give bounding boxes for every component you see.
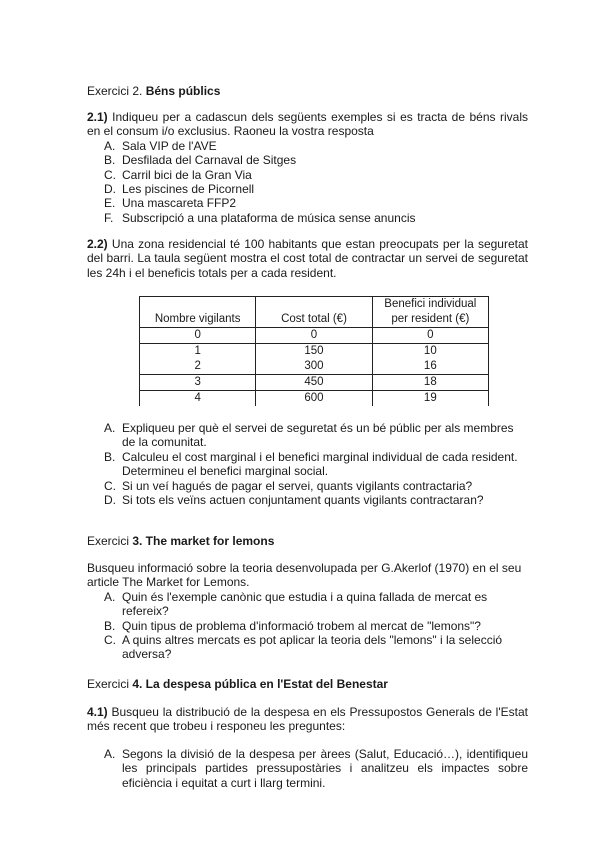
list-item [87, 479, 528, 493]
item-text: Quin tipus de problema d'informació trobem al mercat de "lemons"? [122, 618, 481, 633]
item-letter: B. [104, 449, 116, 464]
table-cell: 300 [256, 359, 372, 375]
column-header: Benefici individual per resident (€) [372, 297, 488, 328]
question-4-1-list [87, 747, 528, 790]
list-item [87, 421, 528, 450]
item-letter: A. [104, 138, 116, 153]
exercise-3-body [87, 561, 528, 662]
list-item [87, 619, 528, 633]
table-row [140, 391, 489, 407]
heading-prefix: Exercici [87, 534, 133, 548]
item-text: Si un veí hagués de pagar el servei, quants vigilants contractaria? [122, 478, 473, 493]
heading-prefix: Exercici [87, 677, 133, 691]
list-item [87, 139, 528, 153]
table-cell: 1 [140, 344, 256, 360]
item-letter: A. [104, 747, 116, 761]
item-text: Calculeu el cost marginal i el benefici marginal individual de cada resident. Determineu el benefici marginal social. [122, 449, 518, 479]
item-letter: E. [104, 196, 116, 211]
heading-title: Béns públics [145, 84, 221, 98]
heading-prefix: Exercici 2. [87, 84, 146, 98]
item-text: Les piscines de Picornell [122, 182, 255, 197]
exercise-4-heading [87, 677, 528, 691]
item-letter: C. [104, 478, 116, 493]
column-header: Nombre vigilants [140, 297, 256, 328]
table-cell: 16 [372, 359, 488, 375]
item-letter: C. [104, 633, 116, 648]
question-number: 2.1) [87, 110, 108, 124]
table-cell: 10 [372, 344, 488, 360]
question-2-2 [87, 237, 528, 280]
table-row [140, 328, 489, 344]
item-letter: D. [104, 493, 116, 508]
question-4-1 [87, 705, 528, 734]
question-2-1-list [87, 139, 528, 225]
exercise-3-intro: Busqueu informació sobre la teoria desenvolupada per G.Akerlof (1970) en el seu article The Market for Lemons. [87, 561, 522, 590]
question-number: 4.1) [87, 705, 108, 719]
item-text: Sala VIP de l'AVE [122, 138, 217, 153]
item-text: Segons la divisió de la despesa per àrees (Salut, Educació…), identifiqueu les principals partides pressupostàries i analitzeu els impactes sobre eficiència i equitat a curt i llarg termini. [122, 747, 528, 790]
exercise-3-heading [87, 534, 528, 548]
security-cost-table [139, 296, 489, 406]
heading-title: 3. The market for lemons [132, 534, 275, 548]
question-text: Busqueu la distribució de la despesa en els Pressupostos Generals de l'Estat més recent que trobeu i responeu les preguntes: [87, 705, 528, 734]
list-item [87, 633, 528, 662]
item-text: Carril bici de la Gran Via [122, 167, 252, 182]
question-2-2-list [87, 421, 528, 507]
table-cell: 450 [256, 375, 372, 391]
question-text: Indiqueu per a cadascun dels següents exemples si es tracta de béns rivals en el consum i/o exclusius. Raoneu la vostra resposta [87, 110, 528, 139]
item-text: A quins altres mercats es pot aplicar la teoria dels "lemons" i la selecció adversa? [122, 633, 503, 662]
heading-title: 4. La despesa pública en l'Estat del Benestar [132, 677, 388, 691]
question-2-1 [87, 110, 528, 225]
item-letter: B. [104, 618, 116, 633]
question-text: Una zona residencial té 100 habitants que estan preocupats per la seguretat del barri. La taula següent mostra el cost total de contractar un servei de seguretat les 24h i el beneficis totals per a cada resident. [87, 237, 528, 280]
list-item [87, 168, 528, 182]
list-item [87, 211, 528, 225]
item-letter: C. [104, 167, 116, 182]
item-text: Quin és l'exemple canònic que estudia i a quina fallada de mercat es refereix? [122, 589, 488, 619]
question-number: 2.2) [87, 237, 108, 251]
list-item [87, 153, 528, 167]
item-text: Si tots els veïns actuen conjuntament quants vigilants contractaran? [122, 493, 484, 508]
table-cell: 600 [256, 391, 372, 407]
item-text: Expliqueu per què el servei de seguretat és un bé públic per als membres de la comunitat. [122, 421, 514, 450]
table-cell: 0 [256, 328, 372, 344]
table-header-row [140, 297, 489, 328]
table-cell: 4 [140, 391, 256, 407]
item-letter: F. [104, 210, 114, 225]
table-cell: 2 [140, 359, 256, 375]
item-letter: A. [104, 421, 116, 435]
item-text: Subscripció a una plataforma de música sense anuncis [122, 210, 416, 225]
list-item [87, 182, 528, 196]
item-text: Una mascareta FFP2 [122, 196, 237, 211]
table-cell: 19 [372, 391, 488, 407]
item-text: Desfilada del Carnaval de Sitges [122, 153, 297, 168]
item-letter: B. [104, 153, 116, 168]
table-row [140, 359, 489, 375]
list-item [87, 590, 528, 619]
table-row [140, 344, 489, 360]
table-cell: 3 [140, 375, 256, 391]
list-item [87, 196, 528, 210]
list-item [87, 493, 528, 507]
table-cell: 0 [140, 328, 256, 344]
column-header: Cost total (€) [256, 297, 372, 328]
table-cell: 18 [372, 375, 488, 391]
list-item [87, 747, 528, 790]
table-row [140, 375, 489, 391]
table-cell: 0 [372, 328, 488, 344]
table-cell: 150 [256, 344, 372, 360]
item-letter: D. [104, 182, 116, 197]
item-letter: A. [104, 589, 116, 604]
exercise-2-heading [87, 84, 528, 98]
list-item [87, 450, 528, 479]
